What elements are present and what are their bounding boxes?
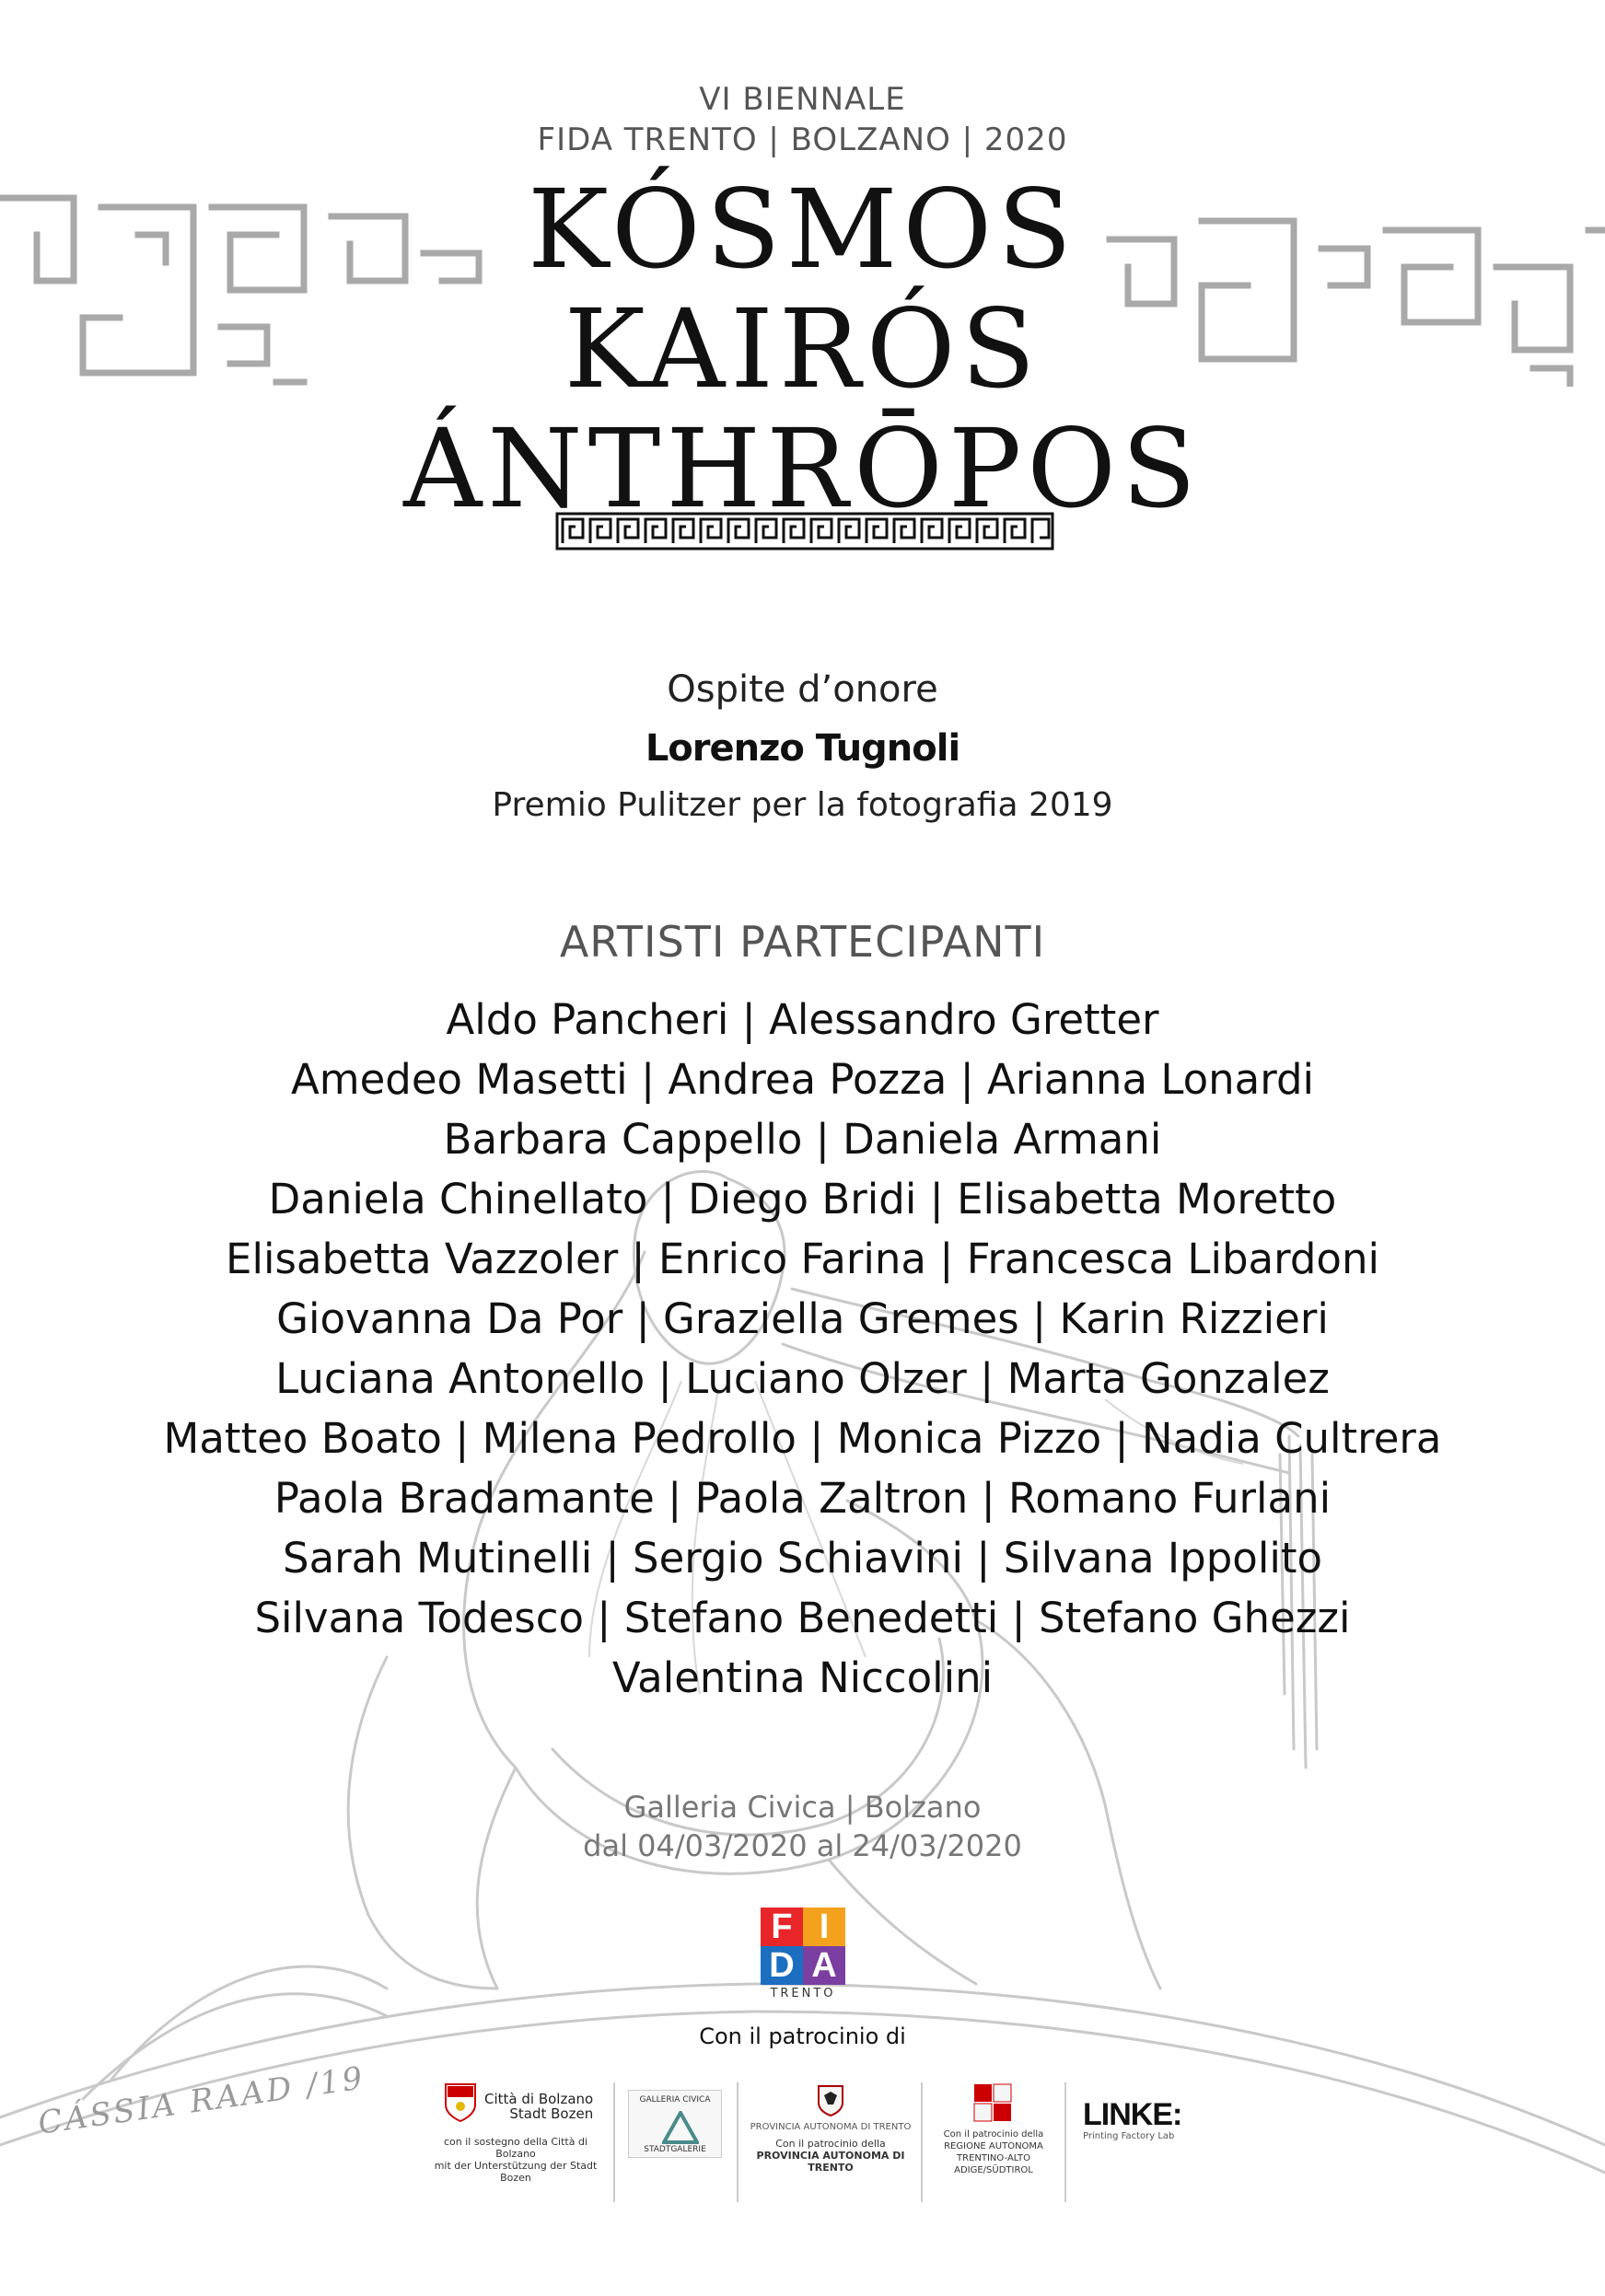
linke-title: LINKE: [1083,2097,1182,2132]
title-anthropos: ÁNTHRŌPOS [403,405,1202,532]
bolzano-shield-icon [444,2082,477,2123]
galleria-label: GALLERIA CIVICA [639,2095,711,2105]
biennale-location: FIDA TRENTO | BOLZANO | 2020 [537,122,1068,158]
sponsor-divider [613,2082,615,2202]
guest-name: Lorenzo Tugnoli [645,727,960,770]
regione-crest-icon [972,2082,1013,2123]
artist-row: Giovanna Da Por | Graziella Gremes | Karin Rizzieri [276,1294,1329,1343]
artist-row: Barbara Cappello | Daniela Armani [443,1115,1162,1164]
artist-row: Luciana Antonello | Luciano Olzer | Marta Gonzalez [275,1354,1330,1403]
fida-letter: D [761,1946,803,1985]
linke-sub: Printing Factory Lab [1083,2131,1175,2141]
artist-row: Sarah Mutinelli | Sergio Schiavini | Silvana Ippolito [283,1534,1322,1583]
artists-heading: ARTISTI PARTECIPANTI [559,917,1046,967]
patronage-label: Con il patrocinio di [699,2023,906,2049]
guest-label: Ospite d’onore [667,668,938,711]
artist-row: Amedeo Masetti | Andrea Pozza | Arianna Lonardi [290,1055,1315,1104]
regione-note: REGIONE AUTONOMA [944,2141,1043,2151]
fida-letter: A [803,1946,845,1985]
artist-signature: CÁSSIA RAAD /19 [35,2059,367,2142]
regione-note: Con il patrocinio della [943,2129,1044,2139]
galleria-sub: STADTGALERIE [644,2145,706,2154]
sponsor-divider [1064,2082,1066,2202]
artists-list [0,990,1605,1708]
bolzano-note: mit der Unterstützung der Stadt Bozen [434,2160,598,2184]
fida-letter: I [803,1908,845,1946]
artist-row: Matteo Boato | Milena Pedrollo | Monica Pizzo | Nadia Cultrera [163,1414,1442,1463]
artist-row: Silvana Todesco | Stefano Benedetti | Stefano Ghezzi [254,1594,1351,1642]
biennale-edition: VI BIENNALE [699,81,906,118]
provincia-label: PROVINCIA AUTONOMA DI TRENTO [750,2122,912,2132]
fida-letter: F [761,1908,803,1946]
fida-subtitle: TRENTO [770,1987,836,2000]
sponsor-galleria [628,2090,722,2158]
sponsor-divider [921,2082,923,2202]
guest-award: Premio Pulitzer per la fotografia 2019 [492,786,1113,824]
fida-logo [761,1908,845,2000]
bolzano-title: Città di Bolzano [484,2091,594,2107]
artist-row: Daniela Chinellato | Diego Bridi | Elisabetta Moretto [268,1175,1337,1223]
sponsor-divider [737,2082,739,2202]
venue-place: Galleria Civica | Bolzano [623,1790,982,1825]
galleria-logo-icon [662,2111,699,2144]
artist-row: Aldo Pancheri | Alessandro Gretter [446,995,1159,1044]
bolzano-note: con il sostegno della Città di Bolzano [443,2136,588,2160]
bolzano-subtitle: Stadt Bozen [509,2105,594,2122]
regione-note: TRENTINO-ALTO ADIGE/SÜDTIROL [954,2153,1033,2175]
provincia-note: PROVINCIA AUTONOMA DI TRENTO [756,2150,905,2174]
provincia-note: Con il patrocinio della [775,2138,886,2150]
artist-row: Paola Bradamante | Paola Zaltron | Romano Furlani [273,1474,1332,1523]
sponsor-linke [1083,2097,1193,2141]
meander-border [555,512,1054,551]
title-kosmos: KÓSMOS [528,166,1077,293]
artist-row: Elisabetta Vazzoler | Enrico Farina | Francesca Libardoni [226,1235,1379,1283]
artist-row: Valentina Niccolini [611,1653,994,1702]
provincia-eagle-icon [817,2082,844,2117]
venue-dates: dal 04/03/2020 al 24/03/2020 [583,1828,1022,1863]
title-kairos: KAIRÓS [564,285,1041,412]
